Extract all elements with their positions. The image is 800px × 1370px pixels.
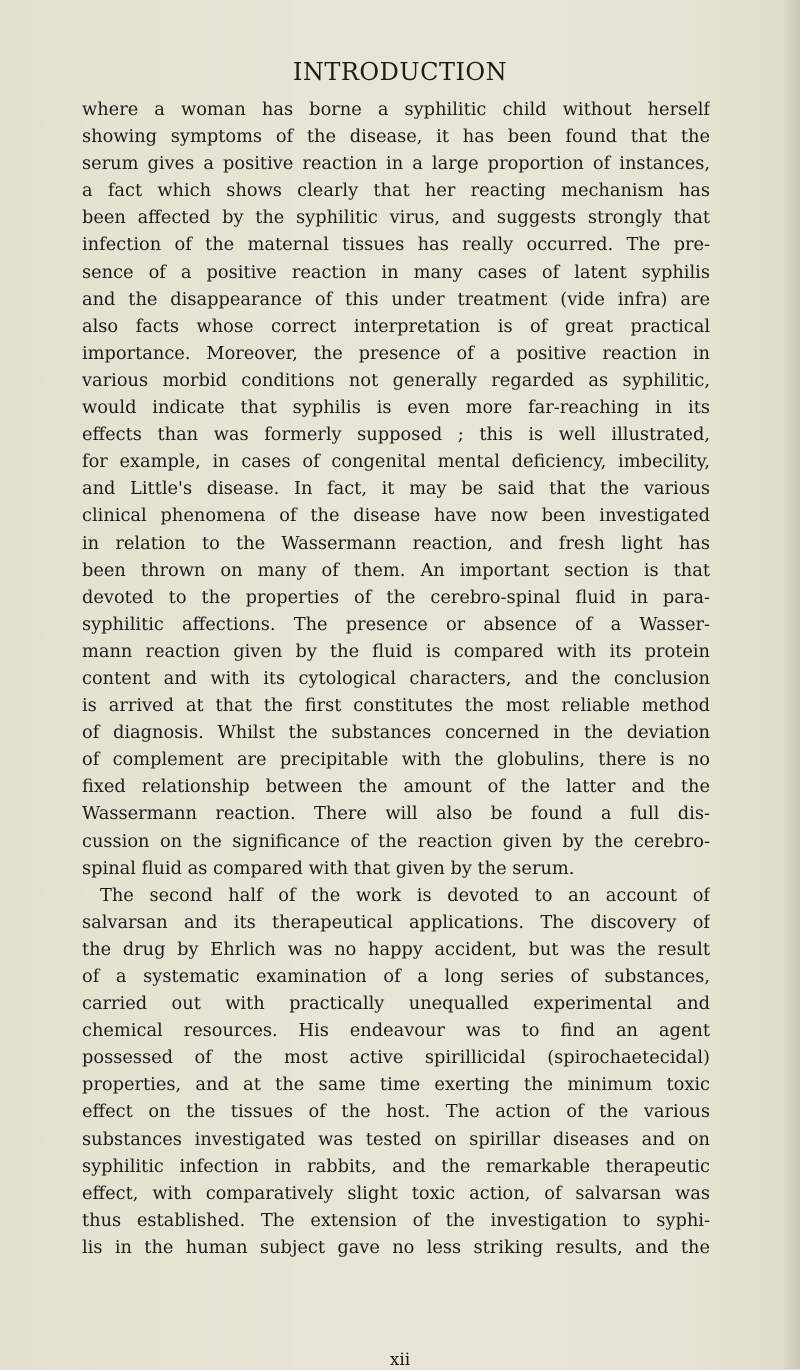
text-line: of complement are precipitable with the globulins, there is no [82,749,710,771]
text-line: fixed relationship between the amount of the latter and the [82,776,710,798]
text-line: substances investigated was tested on spirillar diseases and on [82,1128,710,1150]
text-line: various morbid conditions not generally regarded as syphilitic, [82,369,710,391]
text-line: and Little's disease. In fact, it may be said that the various [82,478,710,500]
page-edge-shadow [782,0,800,1369]
text-line: and the disappearance of this under treatment (vide infra) are [82,288,710,310]
text-line: of diagnosis. Whilst the substances concerned in the deviation [82,722,710,744]
text-line: effect, with comparatively slight toxic action, of salvarsan was [82,1182,710,1204]
text-line: The second half of the work is devoted to an account of [100,884,710,906]
text-line: salvarsan and its therapeutical applications. The discovery of [82,911,710,933]
text-line: importance. Moreover, the presence of a positive reaction in [82,342,710,364]
text-line: clinical phenomena of the disease have now been investigated [82,505,710,527]
text-line: carried out with practically unequalled experimental and [82,993,710,1015]
body-text [82,96,710,1261]
text-line: cussion on the significance of the reaction given by the cerebro- [82,830,710,852]
text-line: sence of a positive reaction in many cases of latent syphilis [82,261,710,283]
text-line: a fact which shows clearly that her reacting mechanism has [82,180,710,202]
text-line: been thrown on many of them. An important section is that [82,559,710,581]
text-line: been affected by the syphilitic virus, and suggests strongly that [82,207,710,229]
text-line: infection of the maternal tissues has really occurred. The pre- [82,234,710,256]
text-line: for example, in cases of congenital mental deficiency, imbecility, [82,451,710,473]
text-line: thus established. The extension of the investigation to syphi- [82,1209,710,1231]
text-line: effect on the tissues of the host. The action of the various [82,1101,710,1123]
text-line: effects than was formerly supposed ; this is well illustrated, [82,424,710,446]
text-line: mann reaction given by the fluid is compared with its protein [82,640,710,662]
text-line: would indicate that syphilis is even more far-reaching in its [82,397,710,419]
text-line: the drug by Ehrlich was no happy accident, but was the result [82,938,710,960]
text-line: syphilitic affections. The presence or absence of a Wasser- [82,613,710,635]
text-line: devoted to the properties of the cerebro-spinal fluid in para- [82,586,710,608]
running-head: INTRODUCTION [292,58,508,86]
text-line: content and with its cytological characters, and the conclusion [82,667,710,689]
text-line: lis in the human subject gave no less striking results, and the [82,1236,710,1258]
text-line: serum gives a positive reaction in a large proportion of instances, [82,153,710,175]
text-line: spinal fluid as compared with that given by the serum. [82,857,575,879]
text-line: chemical resources. His endeavour was to find an agent [82,1020,710,1042]
text-line: syphilitic infection in rabbits, and the remarkable therapeutic [82,1155,710,1177]
text-line: where a woman has borne a syphilitic child without herself [82,99,710,120]
text-line: Wassermann reaction. There will also be found a full dis- [82,803,710,825]
text-line: in relation to the Wassermann reaction, and fresh light has [82,532,710,554]
text-line: showing symptoms of the disease, it has been found that the [82,126,710,148]
text-line: possessed of the most active spirillicidal (spirochaetecidal) [82,1047,710,1069]
text-line: of a systematic examination of a long series of substances, [82,966,710,987]
text-line: properties, and at the same time exerting the minimum toxic [82,1074,710,1096]
text-line: also facts whose correct interpretation is of great practical [82,315,710,337]
page-number: xii [389,1350,411,1370]
text-line: is arrived at that the first constitutes the most reliable method [82,695,710,717]
